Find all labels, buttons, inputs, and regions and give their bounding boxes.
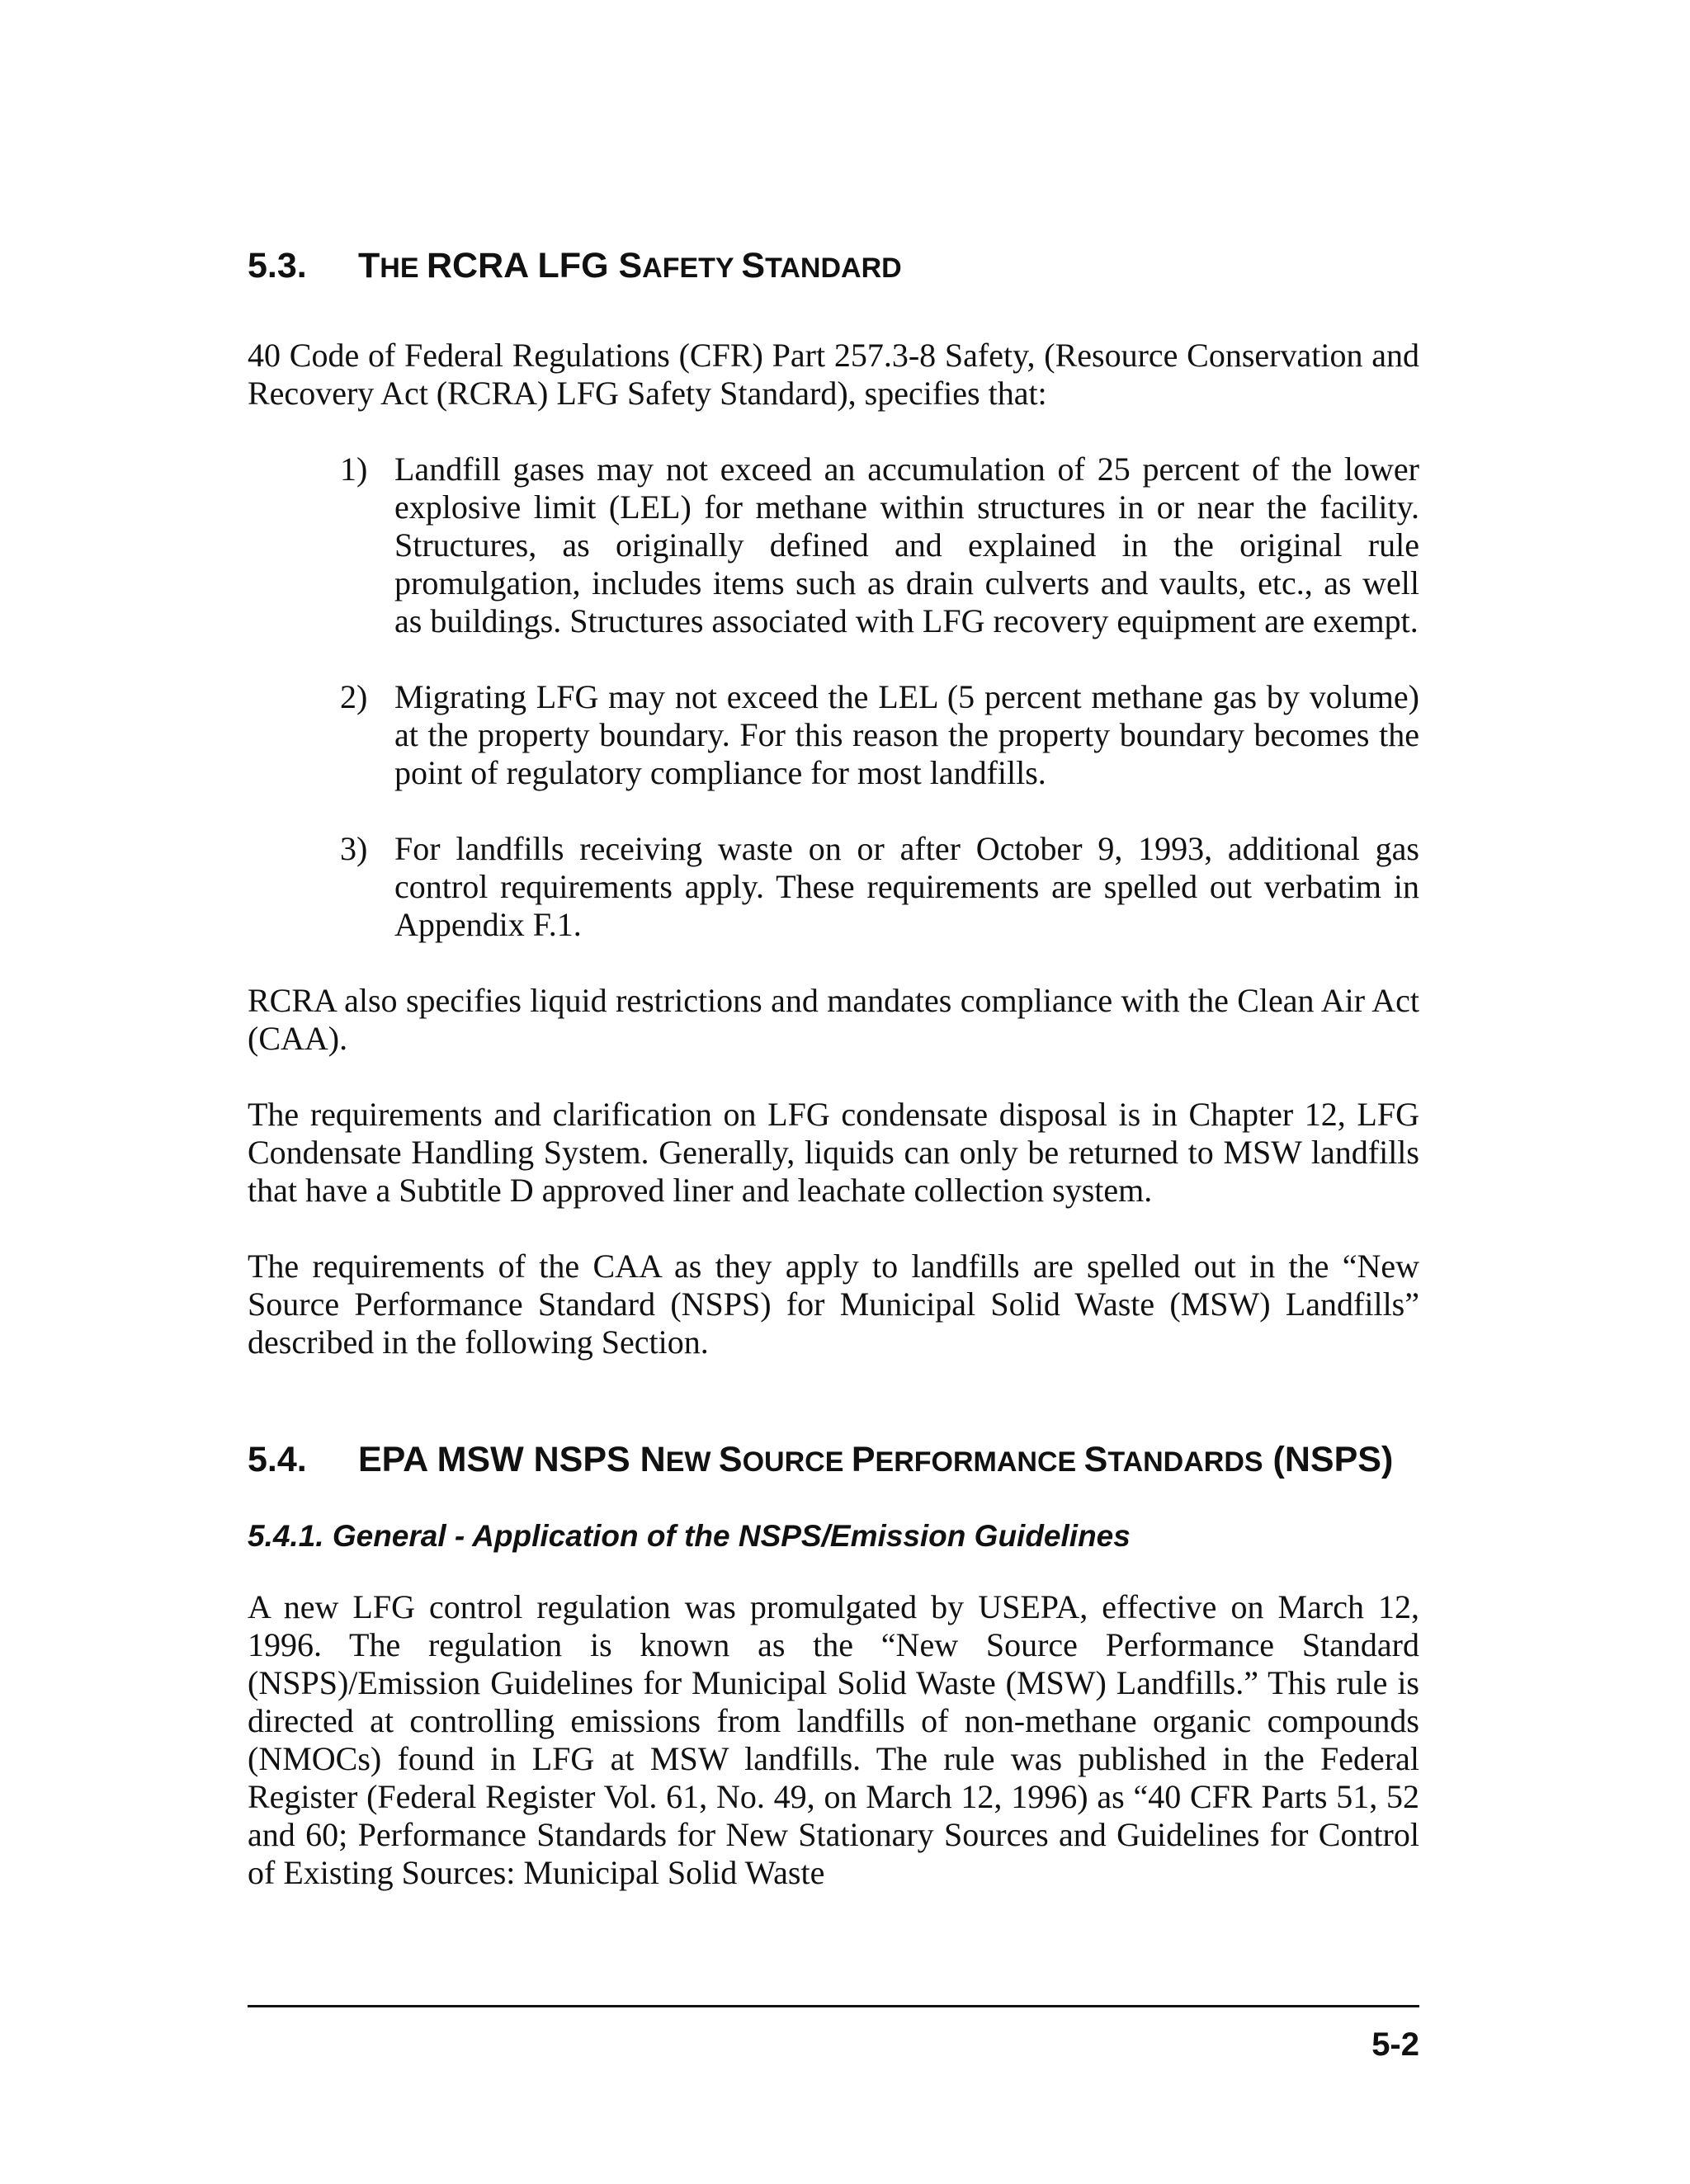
paragraph: The requirements and clarification on LFG condensate disposal is in Chapter 12, LFG Condensate Handling System. Generally, liquids can only be returned to MSW landfills that have a Subtitle D approved liner and leachate collection system. <box>248 1096 1419 1209</box>
title-part: TANDARD <box>765 252 902 284</box>
title-part: T <box>358 246 380 285</box>
title-part: (NSPS) <box>1263 1440 1394 1479</box>
list-marker: 3) <box>340 830 368 867</box>
requirements-list <box>248 450 1419 944</box>
list-marker: 1) <box>340 450 368 488</box>
title-part: EW <box>665 1446 719 1478</box>
section-number: 5.4. <box>248 1440 307 1479</box>
section-heading-5-4 <box>248 1437 1419 1484</box>
list-item <box>340 830 1419 944</box>
title-part: P <box>851 1440 876 1479</box>
section-title <box>358 1437 1419 1484</box>
list-item-text: For landfills receiving waste on or after October 9, 1993, additional gas control requirements apply. These requirements are spelled out verbatim in Appendix F.1. <box>394 830 1419 943</box>
title-part: S <box>1083 1440 1108 1479</box>
title-part: RCRA LFG S <box>426 246 643 285</box>
page-footer <box>248 2005 1419 2064</box>
title-part: EPA MSW NSPS N <box>358 1440 666 1479</box>
title-part: ERFORMANCE <box>875 1446 1084 1478</box>
title-part: AFETY <box>642 252 742 284</box>
section-title <box>358 243 1419 290</box>
list-item <box>340 678 1419 792</box>
paragraph: RCRA also specifies liquid restrictions and mandates compliance with the Clean Air Act (CAA). <box>248 982 1419 1057</box>
section-heading-5-3 <box>248 243 1419 290</box>
list-item-text: Migrating LFG may not exceed the LEL (5 percent methane gas by volume) at the property boundary. For this reason the property boundary becomes the point of regulatory compliance for most landfills. <box>394 678 1419 791</box>
title-part: OURCE <box>742 1446 852 1478</box>
paragraph: A new LFG control regulation was promulgated by USEPA, effective on March 12, 1996. The regulation is known as the “New Source Performance Standard (NSPS)/Emission Guidelines for Municipal Solid Waste (MSW) Landfills.” This rule is directed at controlling emissions from landfills of non-methane organic compounds (NMOCs) found in LFG at MSW landfills. The rule was published in the Federal Register (Federal Register Vol. 61, No. 49, on March 12, 1996) as “40 CFR Parts 51, 52 and 60; Performance Standards for New Stationary Sources and Guidelines for Control of Existing Sources: Municipal Solid Waste <box>248 1588 1419 1891</box>
title-part: S <box>718 1440 743 1479</box>
page-number: 5-2 <box>1371 2026 1419 2063</box>
page-content <box>248 243 1419 1892</box>
list-item <box>340 450 1419 640</box>
paragraph: The requirements of the CAA as they apply to landfills are spelled out in the “New Source Performance Standard (NSPS) for Municipal Solid Waste (MSW) Landfills” described in the following Section. <box>248 1248 1419 1361</box>
list-item-text: Landfill gases may not exceed an accumulation of 25 percent of the lower explosive limit (LEL) for methane within structures in or near the facility. Structures, as originally defined and explained in the original rule promulgation, includes items such as drain culverts and vaults, etc., as well as buildings. Structures associated with LFG recovery equipment are exempt. <box>394 450 1419 639</box>
footer-rule <box>248 2005 1419 2007</box>
title-part: S <box>741 246 766 285</box>
intro-paragraph: 40 Code of Federal Regulations (CFR) Part 257.3-8 Safety, (Resource Conservation and Recovery Act (RCRA) LFG Safety Standard), specifies that: <box>248 337 1419 412</box>
title-part: TANDARDS <box>1107 1446 1263 1478</box>
subsection-heading-5-4-1: 5.4.1. General - Application of the NSPS/Emission Guidelines <box>248 1519 1131 1553</box>
title-part: HE <box>380 252 427 284</box>
list-marker: 2) <box>340 678 368 715</box>
section-number: 5.3. <box>248 246 307 285</box>
